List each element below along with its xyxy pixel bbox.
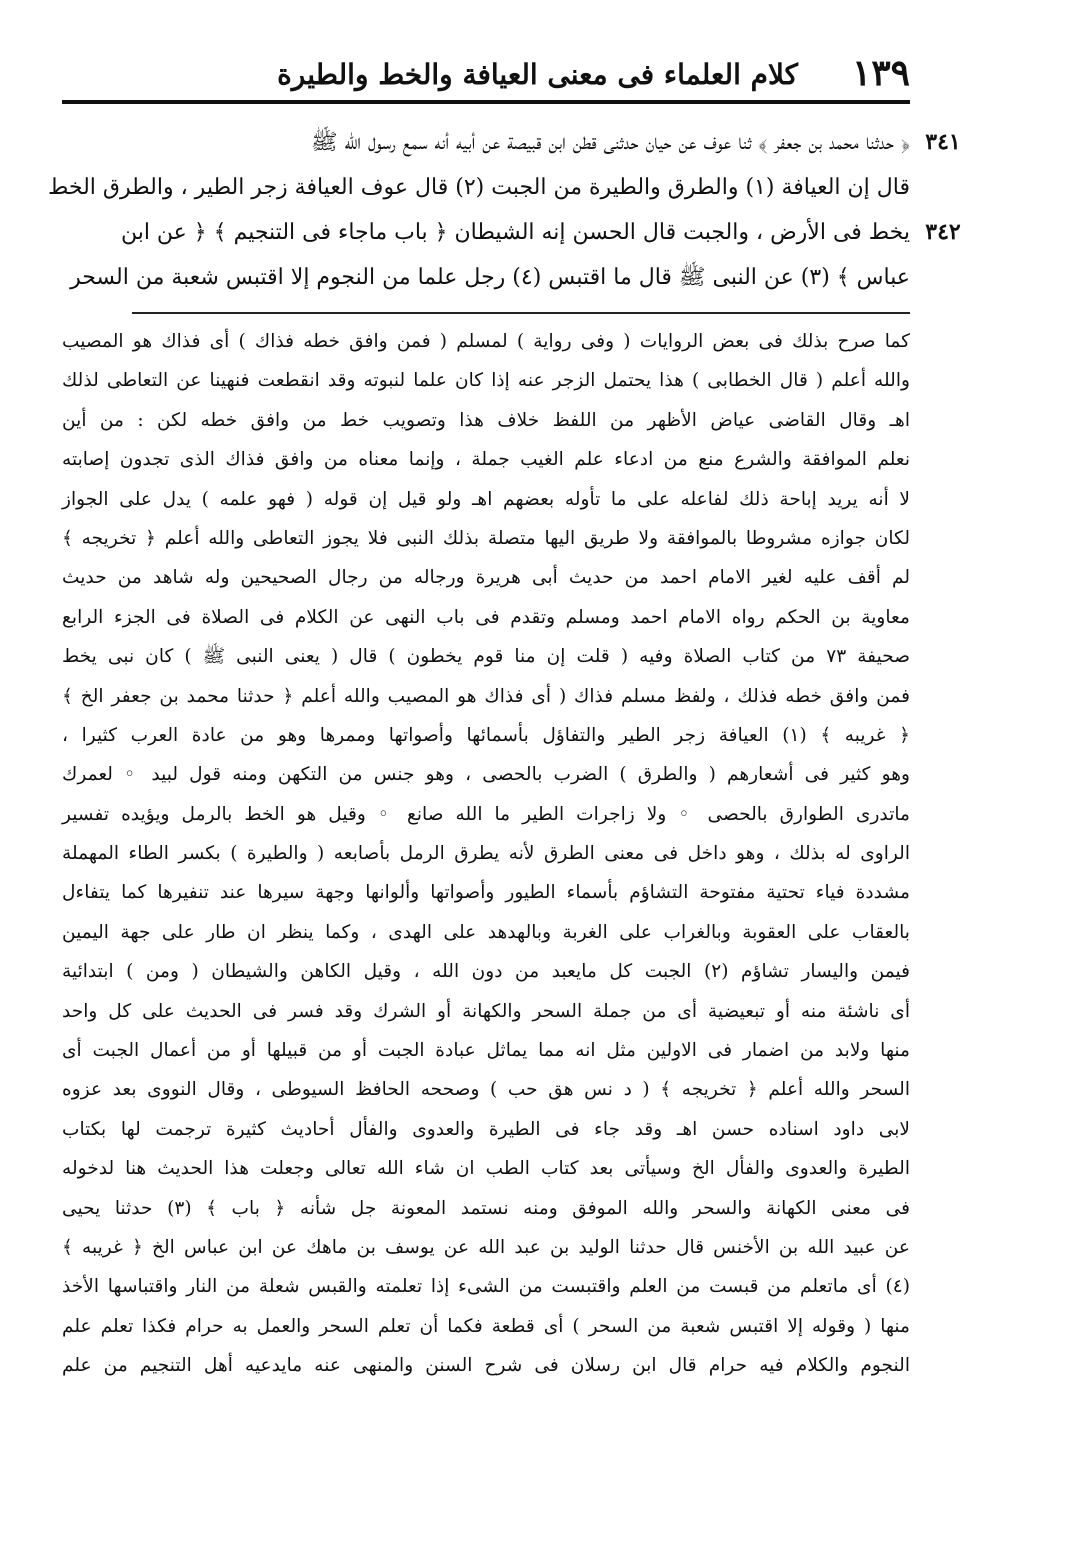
commentary-line: النجوم والكلام فيه حرام قال ابن رسلان فى شرح السنن والمنهى عنه مايدعيه أهل التنجيم من علم: [62, 1355, 910, 1377]
commentary-line: وهو كثير فى أشعارهم ( والطرق ) الضرب بالحصى ، وهو جنس من التكهن ومنه قول لبيد ◦ لعمرك: [62, 764, 910, 786]
hadith-line: [62, 255, 910, 300]
hadith-number: ٣٤١: [925, 129, 961, 155]
commentary-line: صحيفة ٧٣ من كتاب الصلاة وفيه ( قلت إن منا قوم يخطون ) قال ( يعنى النبى ﷺ ) كان نبى يخط: [62, 646, 910, 668]
commentary-line: مشددة فياء تحتية مفتوحة التشاؤم بأسماء الطيور وأصواتها وألوانها وجهة سيرها عند تنفيرها كما يتفاءل: [62, 882, 910, 904]
hadith-block: [48, 120, 961, 300]
commentary-line: فى معنى الكهانة والسحر والله الموفق ومنه نستمد المعونة جل شأنه ﴿ باب ﴾ (٣) حدثنا يحيى: [62, 1197, 910, 1219]
commentary-line: لا أنه يريد إباحة ذلك لفاعله على ما تأوله بعضهم اهـ ولو قيل إن قوله ( فهو علمه ) يدل على الجواز: [62, 488, 910, 510]
footnote-separator: [132, 312, 910, 314]
book-page: [48, 48, 961, 1386]
running-head-title: كلام العلماء فى معنى العيافة والخط والطيرة: [277, 58, 798, 91]
commentary-line: ﴿ غريبه ﴾ (١) العيافة زجر الطير والتفاؤل بأسمائها وأصواتها وممرها وهو من عادة العرب كثيرا ،: [62, 724, 910, 746]
commentary-line: بالعقاب على العقوبة وبالغراب على الغربة وبالهدهد على الهدى ، وكما ينظر ان طار على جهة اليمين: [62, 921, 910, 943]
hadith-line: [48, 165, 910, 210]
commentary-line: منها ( وقوله إلا اقتبس شعبة من السحر ) أى قطعة فكما أن تعلم السحر والعمل به حرام فكذا تعلم علم: [62, 1315, 910, 1337]
commentary-line: الطيرة والعدوى والفأل الخ وسيأتى بعد كتاب الطب ان شاء الله تعالى وجعلت هذا الحديث هنا لدخوله: [62, 1158, 910, 1180]
hadith-line: [62, 210, 961, 255]
commentary-line: الراوى له بذلك ، وهو داخل فى معنى الطرق لأنه يطرق الرمل بأصابعه ( والطيرة ) بكسر الطاء المهملة: [62, 843, 910, 865]
commentary-line: معاوية بن الحكم رواه الامام احمد ومسلم وتقدم فى باب النهى عن الكلام فى الصلاة فى الجزء الرابع: [62, 606, 910, 628]
commentary-line: فيمن واليسار تشاؤم (٢) الجبت كل مايعبد من دون الله ، وقيل الكاهن والشيطان ( ومن ) ابتدائية: [62, 961, 911, 983]
commentary-line: عن عبيد الله بن الأخنس قال حدثنا الوليد بن عبد الله عن يوسف بن ماهك عن ابن عباس الخ ﴿ غريبه ﴾: [62, 1236, 910, 1258]
hadith-text: يخط فى الأرض ، والجبت قال الحسن إنه الشيطان ﴿ باب ماجاء فى التنجيم ﴾ ﴿ عن ابن: [120, 220, 910, 245]
commentary-line: (٤) أى ماتعلم من قبست من العلم واقتبست من الشىء إذا تعلمته والقبس شعلة من النار واقتباسها الأخذ: [62, 1276, 910, 1298]
page-number: ١٣٩: [851, 52, 910, 94]
commentary-line: نعلم الموافقة والشرع منع من ادعاء علم الغيب جملة ، وإنما معناه من وافق فذاك الذى تجدون إصابته: [62, 449, 910, 471]
commentary-line: منها ولابد من اضمار فى الاولين مثل انه مما يماثل عبادة الجبت أو من قبيلها أو من أعمال الجبت أى: [62, 1040, 910, 1062]
hadith-text: قال إن العيافة (١) والطرق والطيرة من الجبت (٢) قال عوف العيافة زجر الطير ، والطرق الخط: [48, 175, 910, 200]
page-header: [62, 48, 910, 106]
commentary-line: ماتدرى الطوارق بالحصى ◦ ولا زاجرات الطير ما الله صانع ◦ وقيل هو الخط بالرمل ويؤيده تفسير: [62, 803, 910, 825]
commentary-line: لكان جوازه مشروطا بالموافقة ولا طريق اليها متصلة بذلك النبى فلا يجوز التعاطى والله أعلم ﴿ تخريجه ﴾: [62, 527, 910, 549]
hadith-text: ﴿ حدثنا محمد بن جعفر ﴾ ثنا عوف عن حيان حدثنى قطن ابن قبيصة عن أبيه أنه سمع رسول الله ﷺ: [310, 130, 910, 155]
commentary-line: السحر والله أعلم ﴿ تخريجه ﴾ ( د نس هق حب ) وصححه الحافظ السيوطى ، وقال النووى بعد عزوه: [62, 1079, 910, 1101]
commentary-line: لم أقف عليه لغير الامام احمد من حديث أبى هريرة ورجاله من رجال الصحيحين وله شاهد من حديث: [62, 567, 910, 589]
commentary-line: أى ناشئة منه أو تبعيضية أى من جملة السحر والكهانة أو الشرك وقد فسر فى الحديث على كل واحد: [62, 1000, 910, 1022]
hadith-line: [62, 120, 961, 165]
commentary-line: اهـ وقال القاضى عياض الأظهر من اللفظ خلاف هذا وتصويب خط من وافق خطه لكن : من أين: [62, 409, 910, 431]
commentary-line: كما صرح بذلك فى بعض الروايات ( وفى رواية ) لمسلم ( فمن وافق خطه فذاك ) أى فذاك هو المصيب: [62, 331, 910, 352]
commentary-line: والله أعلم ( قال الخطابى ) هذا يحتمل الزجر عنه إذا كان علما لنبوته وقد انقطعت فنهينا عن التعاطى لذلك: [62, 370, 910, 392]
commentary-block: [62, 322, 910, 1386]
hadith-text: عباس ﴾ (٣) عن النبى ﷺ قال ما اقتبس (٤) رجل علما من النجوم إلا اقتبس شعبة من السحر: [70, 265, 910, 290]
commentary-line: فمن وافق خطه فذلك ، ولفظ مسلم فذاك ( أى فذاك هو المصيب والله أعلم ﴿ حدثنا محمد بن جعفر الخ ﴾: [62, 685, 910, 707]
header-rule: [62, 100, 910, 104]
commentary-line: لابى داود اسناده حسن اهـ وقد جاء فى الطيرة والعدوى والفأل أحاديث كثيرة ترجمت لها بكتاب: [62, 1118, 910, 1140]
hadith-number: ٣٤٢: [925, 219, 961, 245]
